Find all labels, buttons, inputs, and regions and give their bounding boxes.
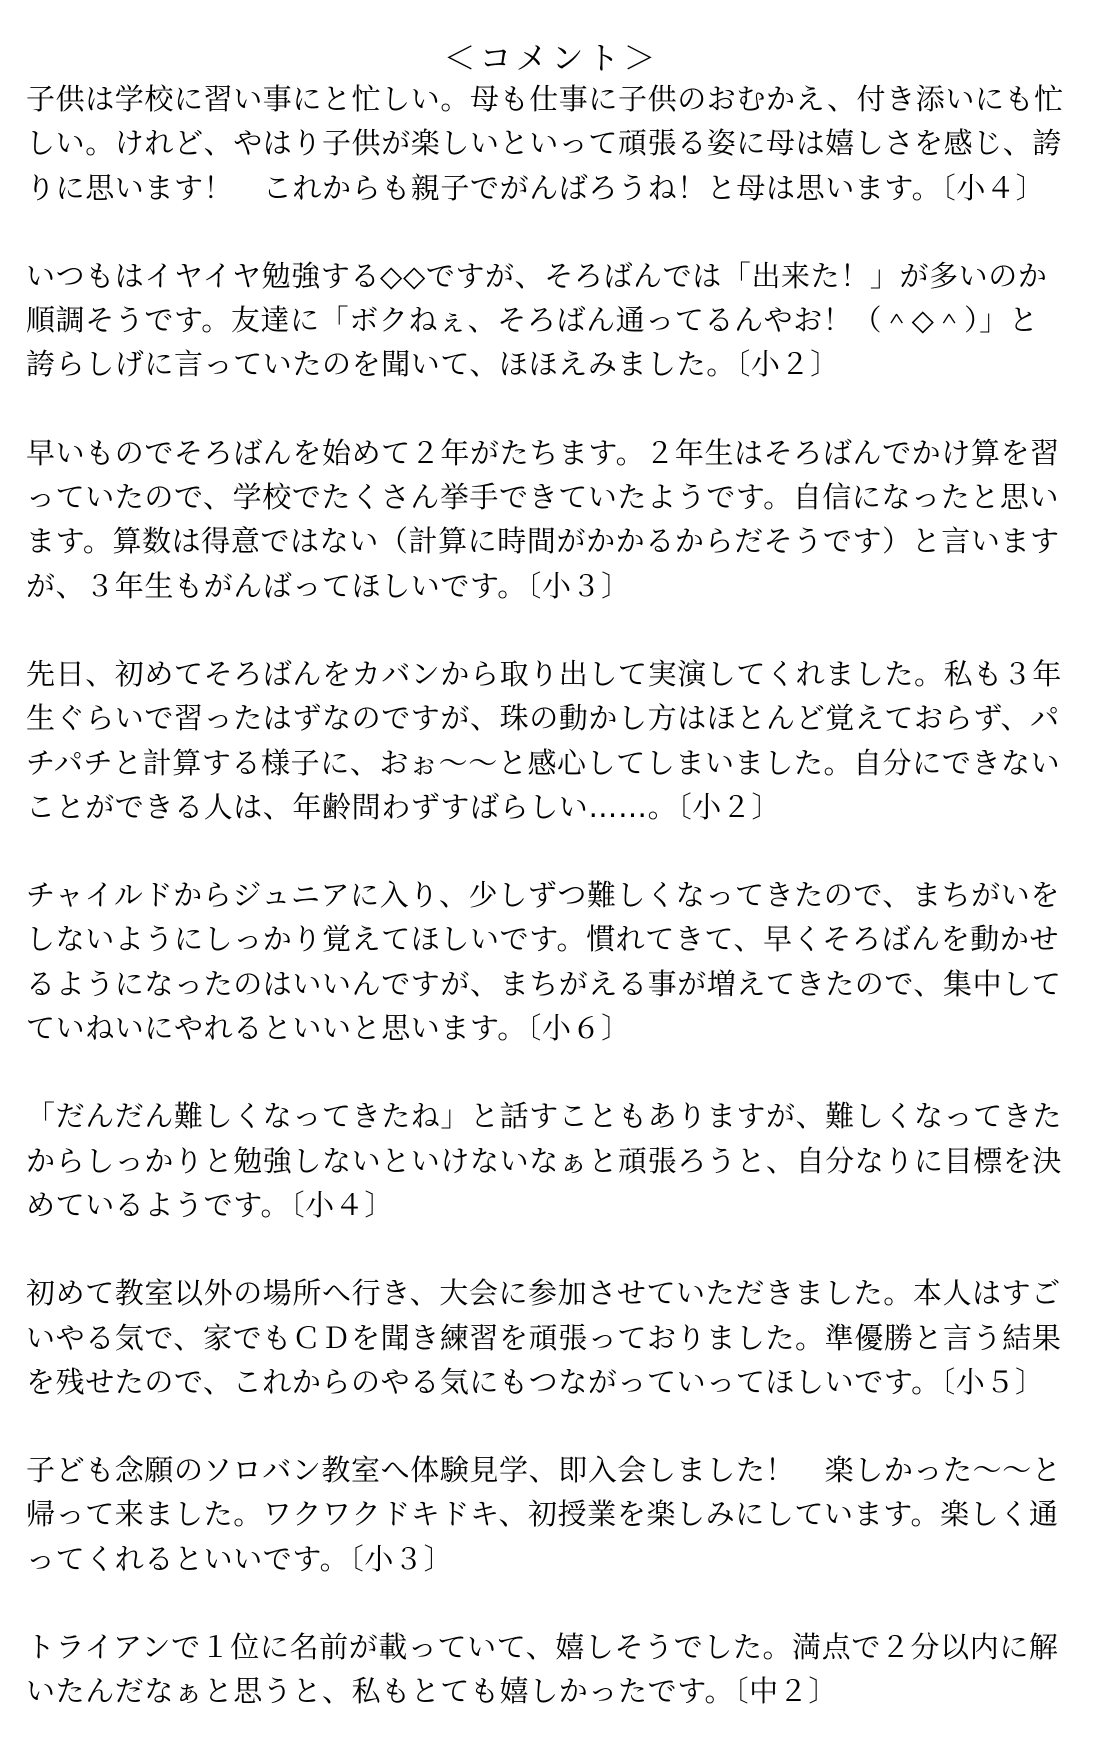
comment-line: 子ども念願のソロバン教室へ体験見学、即入会しました！ 楽しかった～～と — [26, 1453, 1062, 1488]
comment-line: 初めて教室以外の場所へ行き、大会に参加させていただきました。本人はすご — [26, 1276, 1061, 1311]
comment-paragraph — [26, 1271, 1078, 1404]
comment-paragraph — [26, 254, 1078, 387]
comment-line: 「だんだん難しくなってきたね」と話すこともありますが、難しくなってきた — [26, 1099, 1063, 1134]
comment-line: めているようです。〔小４〕 — [26, 1187, 394, 1222]
comment-line: しい。けれど、やはり子供が楽しいといって頑張る姿に母は嬉しさを感じ、誇 — [26, 126, 1063, 161]
comment-line: しないようにしっかり覚えてほしいです。慣れてきて、早くそろばんを動かせ — [26, 922, 1060, 957]
comment-paragraph — [26, 873, 1078, 1050]
comment-line: 帰って来ました。ワクワクドキドキ、初授業を楽しみにしています。楽しく通 — [26, 1497, 1059, 1532]
comment-line: いつもはイヤイヤ勉強する◇◇ですが、そろばんでは「出来た！」が多いのか — [26, 258, 1048, 293]
comment-line: チャイルドからジュニアに入り、少しずつ難しくなってきたので、まちがいを — [26, 878, 1060, 913]
comment-line: いやる気で、家でもＣＤを聞き練習を頑張っておりました。準優勝と言う結果 — [26, 1320, 1062, 1355]
comment-line: チパチと計算する様子に、おぉ～～と感心してしまいました。自分にできない — [26, 745, 1061, 780]
comment-line: ます。算数は得意ではない（計算に時間がかかるからだそうです）と言います — [26, 524, 1060, 559]
comment-line: 先日、初めてそろばんをカバンから取り出して実演してくれました。私も３年 — [26, 656, 1063, 691]
comment-line: ことができる人は、年齢問わずすばらしい……。〔小２〕 — [26, 789, 782, 824]
comment-line: 子供は学校に習い事にと忙しい。母も仕事に子供のおむかえ、付き添いにも忙 — [26, 82, 1064, 116]
comment-line: いたんだなぁと思うと、私もとても嬉しかったです。〔中２〕 — [26, 1674, 838, 1709]
comment-line: っていたので、学校でたくさん挙手できていたようです。自信になったと思い — [26, 480, 1060, 515]
comment-line: を残せたので、これからのやる気にもつながっていってほしいです。〔小５〕 — [26, 1364, 1045, 1399]
comment-paragraph — [26, 1448, 1078, 1581]
comment-line: りに思います！ これからも親子でがんばろうね！と母は思います。〔小４〕 — [26, 170, 1046, 205]
comment-line: ていねいにやれるといいと思います。〔小６〕 — [26, 1011, 631, 1046]
comment-line: からしっかりと勉強しないといけないなぁと頑張ろうと、自分なりに目標を決 — [26, 1143, 1063, 1178]
comment-line: 早いものでそろばんを始めて２年がたちます。２年生はそろばんでかけ算を習 — [26, 435, 1060, 470]
comment-line: が、３年生もがんばってほしいです。〔小３〕 — [26, 568, 631, 603]
comment-line: るようになったのはいいんですが、まちがえる事が増えてきたので、集中して — [26, 966, 1062, 1001]
comment-line: 順調そうです。友達に「ボクねぇ、そろばん通ってるんやお！（＾◇＾）」と — [26, 303, 1039, 338]
comment-line: トライアンで１位に名前が載っていて、嬉しそうでした。満点で２分以内に解 — [26, 1630, 1059, 1665]
comment-paragraph — [26, 77, 1078, 210]
comment-paragraph — [26, 1625, 1078, 1714]
comment-line: 生ぐらいで習ったはずなのですが、珠の動かし方はほとんど覚えておらず、パ — [26, 701, 1060, 736]
comment-list — [26, 77, 1078, 1758]
comment-paragraph — [26, 1094, 1078, 1227]
comment-line: ってくれるといいです。〔小３〕 — [26, 1541, 454, 1576]
page-title: ＜コメント＞ — [443, 39, 660, 77]
comment-line: 誇らしげに言っていたのを聞いて、ほほえみました。〔小２〕 — [26, 347, 840, 382]
comment-paragraph — [26, 652, 1078, 829]
comment-paragraph — [26, 431, 1078, 608]
